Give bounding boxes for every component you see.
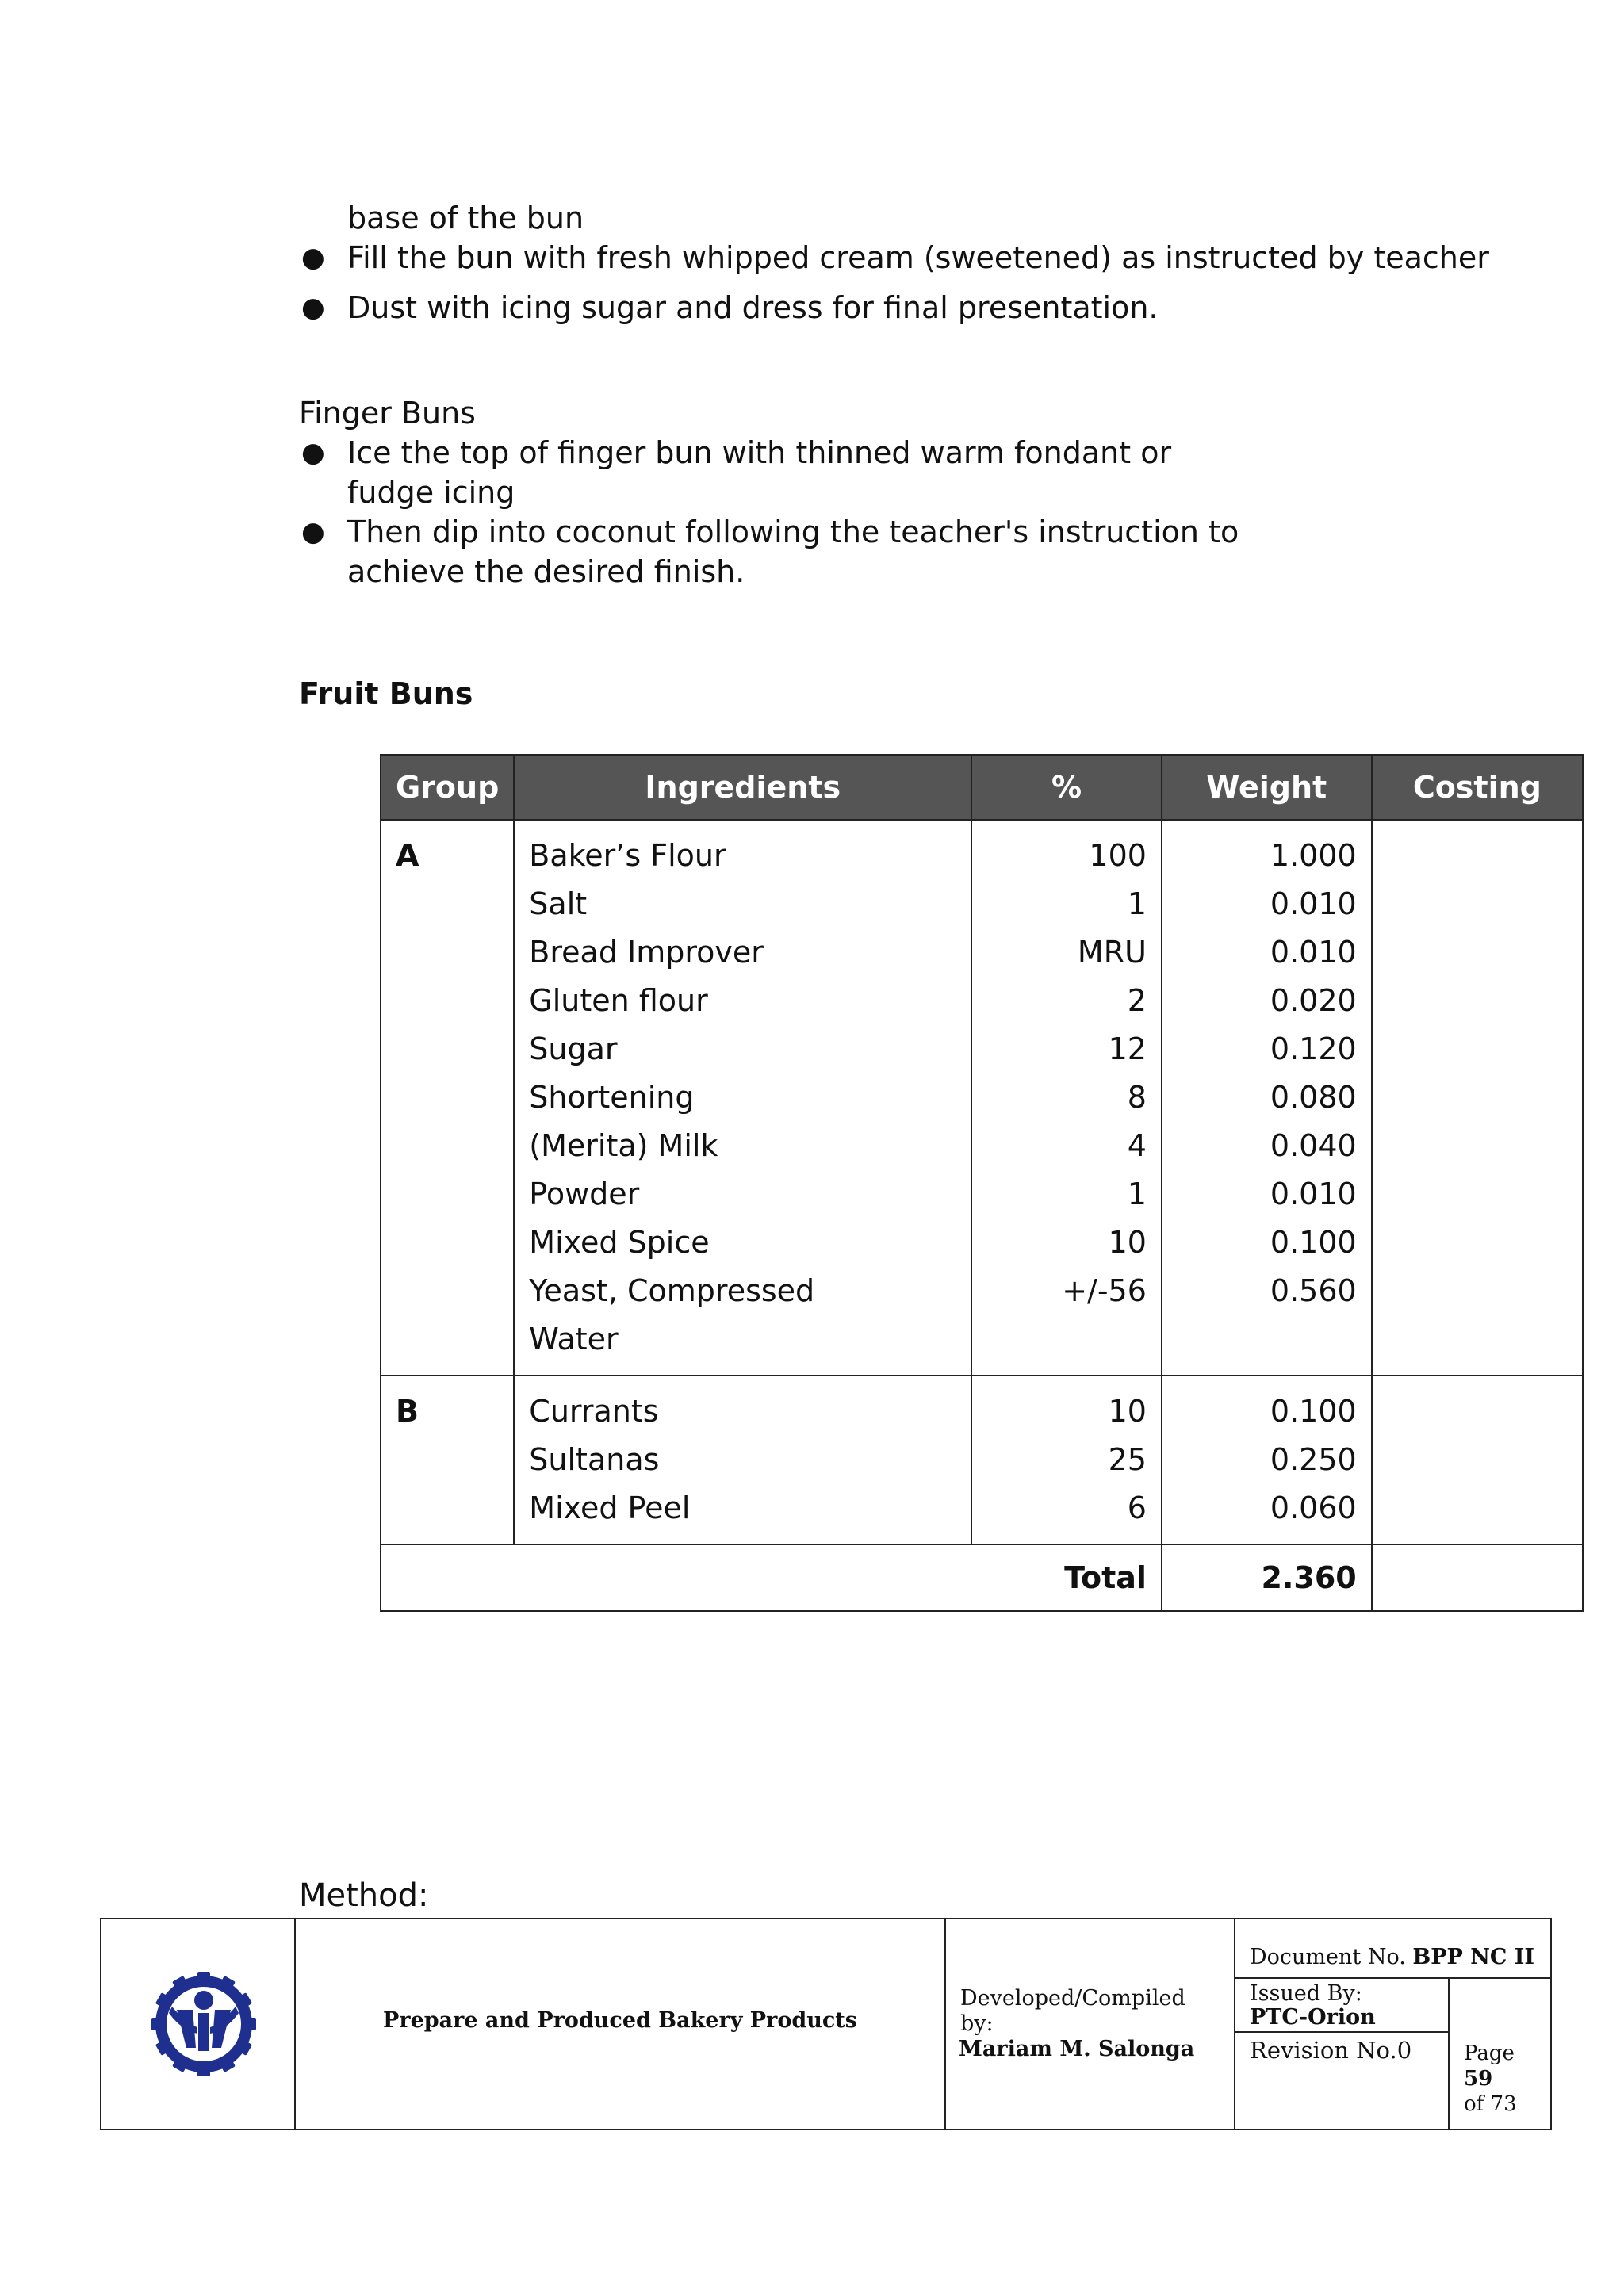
percent-value: 10 [1108,1225,1147,1260]
footer-title-cell [296,1919,946,2129]
table-header-row [381,755,1583,820]
percent-value: 4 [1127,1128,1147,1163]
ingredient: Baker’s Flour [529,838,726,873]
bullet-icon: ● [301,516,325,548]
page-label: Page [1464,2042,1515,2065]
page-number: 59 [1464,2067,1493,2091]
weight-value: 0.010 [1270,1177,1357,1211]
page-cell [1450,1979,1550,2129]
ingredient: Mixed Spice [529,1225,710,1260]
ingredient: Yeast, Compressed [529,1273,815,1308]
percent-value: 100 [1089,838,1147,873]
percent-value: 10 [1108,1394,1147,1429]
developed-label: Developed/Compiled by: [960,1986,1185,2036]
weight-value: 0.010 [1270,886,1357,921]
percent-value: 1 [1127,1177,1147,1211]
percent-cell [971,820,1162,1376]
table-row-total [381,1544,1583,1611]
bullet-icon: ● [301,292,325,323]
percent-value: MRU [1077,935,1147,970]
column-header: Group [381,755,514,820]
total-label: Total [381,1544,1162,1611]
percent-cell [971,1376,1162,1544]
footer-title: Prepare and Produced Bakery Products [383,2008,857,2033]
section-heading-fruit-buns: Fruit Buns [299,676,473,711]
bullet-icon: ● [301,437,325,469]
column-header: Ingredients [514,755,971,820]
ingredient: Mixed Peel [529,1490,691,1525]
list-item-continuation: fudge icing [347,475,515,510]
group-label: B [381,1376,514,1544]
weight-value: 0.060 [1270,1490,1357,1525]
percent-value: 6 [1127,1490,1147,1525]
total-weight: 2.360 [1162,1544,1372,1611]
weight-value: 0.010 [1270,935,1357,970]
weight-value: 0.040 [1270,1128,1357,1163]
weight-value: 0.250 [1270,1442,1357,1477]
ingredient: Sugar [529,1031,618,1066]
ingredient: Powder [529,1177,640,1211]
footer-logo-cell [102,1919,296,2129]
list-item: Then dip into coconut following the teacher's instruction to [347,515,1239,549]
ingredient: Salt [529,886,588,921]
issuer: PTC-Orion [1250,2005,1376,2030]
issued-cell [1235,1979,1450,2129]
weight-value: 0.080 [1270,1080,1357,1115]
costing-cell [1372,1376,1583,1544]
percent-value: 12 [1108,1031,1147,1066]
weight-value: 0.100 [1270,1394,1357,1429]
ingredients-cell [514,1376,971,1544]
ingredient: Sultanas [529,1442,660,1477]
table-row-group-a [381,820,1583,1376]
column-header: % [971,755,1162,820]
percent-value: +/-56 [1062,1273,1147,1308]
list-item: Fill the bun with fresh whipped cream (sweetened) as instructed by teacher [347,240,1489,275]
doc-no-value: BPP NC II [1412,1945,1535,1969]
ingredient: Bread Improver [529,935,764,970]
percent-value: 8 [1127,1080,1147,1115]
list-item: Ice the top of finger bun with thinned warm fondant or [347,435,1172,470]
issued-label: Issued By: [1250,1981,1362,2006]
ingredient: Gluten flour [529,983,708,1018]
weight-cell [1162,820,1372,1376]
weight-value: 1.000 [1270,838,1357,873]
footer-doc-cell [1235,1919,1550,2129]
column-header: Costing [1372,755,1583,820]
doc-no-label: Document No. [1250,1945,1406,1969]
weight-value: 0.120 [1270,1031,1357,1066]
method-label: Method: [299,1877,429,1914]
page-total: of 73 [1464,2092,1517,2116]
ingredient: Shortening [529,1080,695,1115]
revision-number: Revision No.0 [1250,2037,1412,2064]
list-item: Dust with icing sugar and dress for final presentation. [347,290,1159,325]
ingredients-cell [514,820,971,1376]
section-heading-finger-buns: Finger Buns [299,396,476,430]
percent-value: 25 [1108,1442,1147,1477]
weight-value: 0.100 [1270,1225,1357,1260]
ingredient: Currants [529,1394,659,1429]
weight-cell [1162,1376,1372,1544]
total-costing-cell [1372,1544,1583,1611]
bullet-icon: ● [301,242,325,274]
ingredient: Water [529,1322,619,1357]
percent-value: 2 [1127,983,1147,1018]
footer-developer-cell [946,1919,1235,2129]
weight-value: 0.020 [1270,983,1357,1018]
group-label: A [381,820,514,1376]
recipe-table [380,754,1584,1612]
table-row-group-b [381,1376,1583,1544]
ingredient: (Merita) Milk [529,1128,718,1163]
document-footer [100,1918,1552,2130]
costing-cell [1372,820,1583,1376]
developer-name: Mariam M. Salonga [959,2037,1195,2061]
text-continuation: base of the bun [347,201,584,235]
percent-value: 1 [1127,886,1147,921]
list-item-continuation: achieve the desired finish. [347,554,745,589]
doc-no-row [1235,1919,1550,1979]
weight-value: 0.560 [1270,1273,1357,1308]
tesda-logo-icon [102,1919,296,2129]
column-header: Weight [1162,755,1372,820]
